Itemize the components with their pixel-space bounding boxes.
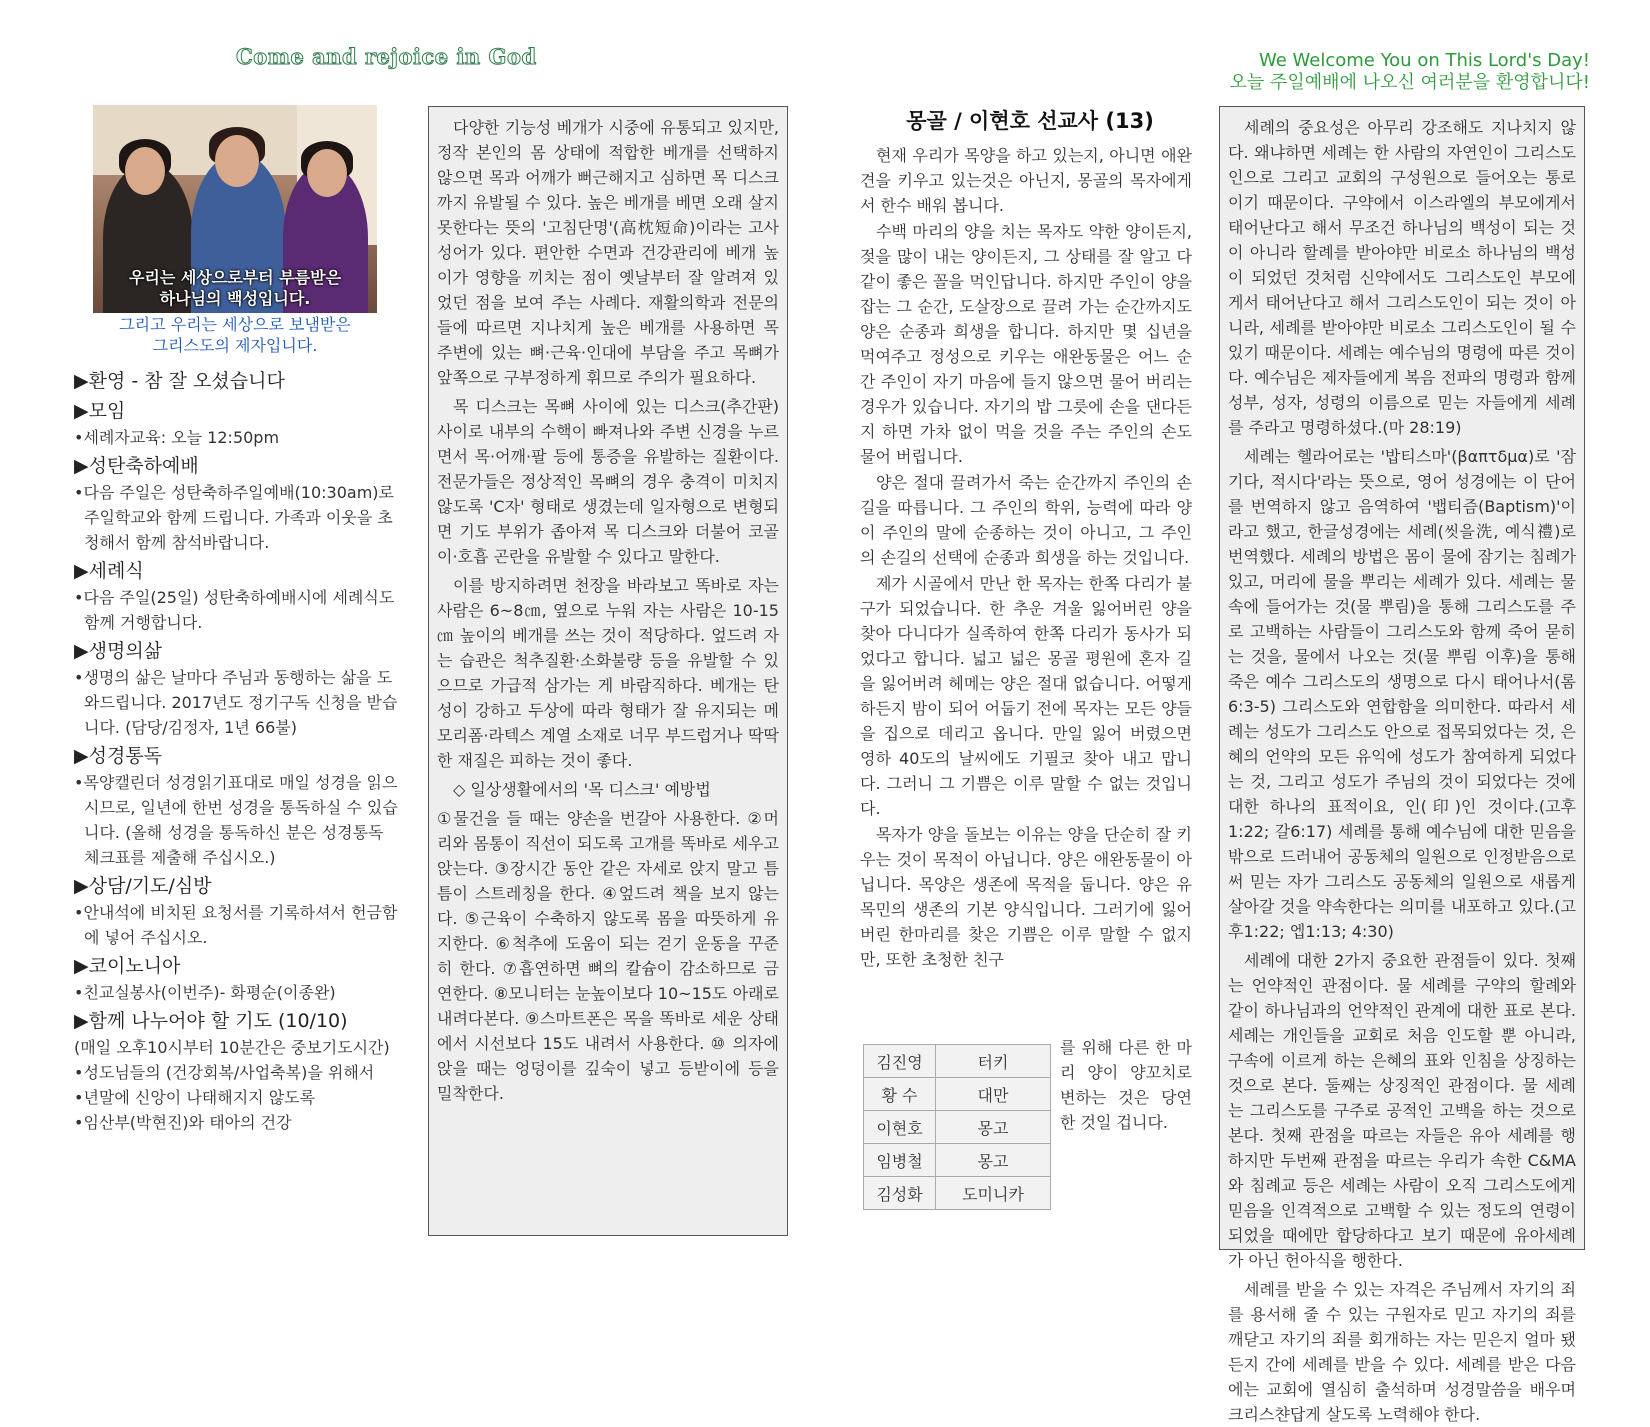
prayer-item: •성도님들의 (건강회복/사업축복)을 위해서 <box>74 1063 375 1082</box>
mission-paragraph: 양은 절대 끌려가서 죽는 순간까지 주인의 손길을 따릅니다. 그 주인의 학위, 능력에 따라 양이 주인의 말에 순종하는 것이 아니고, 그 주인의 손길의 선택에 순종과 희생을 하는 것입니다. <box>860 473 1192 567</box>
table-row <box>864 1177 1051 1210</box>
welcome-heading: ▶환영 - 참 잘 오셨습니다 <box>74 370 285 392</box>
photo-caption: 우리는 세상으로부터 부름받은 하나님의 백성입니다. <box>128 268 342 308</box>
bible-item: •목양캘린더 성경읽기표대로 매일 성경을 읽으시므로, 일년에 한번 성경을 통독하실 수 있습니다. (올해 성경을 통독하신 분은 성경통독 체크표를 제출해 주십시오.) <box>74 773 398 867</box>
prayer-note: (매일 오후10시부터 10분간은 중보기도시간) <box>74 1038 390 1057</box>
counsel-heading: ▶상담/기도/심방 <box>74 875 212 897</box>
missionary-country: 몽고 <box>936 1111 1051 1144</box>
mission-article <box>860 143 1192 973</box>
mission-paragraph: 현재 우리가 목양을 하고 있는지, 아니면 애완견을 키우고 있는것은 아닌지, 몽골의 목자에게서 한수 배워 봅니다. <box>860 146 1192 215</box>
counsel-item: •안내석에 비치된 요청서를 기록하셔서 헌금함에 넣어 주십시오. <box>74 903 398 947</box>
missionary-country: 터키 <box>936 1045 1051 1078</box>
koinonia-heading: ▶코이노니아 <box>74 955 181 977</box>
christmas-heading: ▶성탄축하예배 <box>74 455 199 477</box>
mission-paragraph: 수백 마리의 양을 치는 목자도 약한 양이든지, 젖을 많이 내는 양이든지, 그 상태를 잘 알고 다같이 좋은 꼴을 먹인답니다. 하지만 주인이 양을 잡는 그 순간, 도살장으로 끌려 가는 순간까지도 양은 순종과 희생을 합니다. 하지만 몇 십년을 먹여주고 정성으로 키우는 애완동물은 어느 순간 주인이 자기 마음에 들지 않으면 물어 버리는 경우가 있습니다. 자기의 밥 그릇에 손을 댄다든지 하면 가차 없이 먹을 것을 주는 주인의 손도 물어 버립니다. <box>860 222 1192 466</box>
missionary-name: 임병철 <box>864 1144 936 1177</box>
table-row <box>864 1045 1051 1078</box>
prevention-heading: ◇ 일상생활에서의 '목 디스크' 예방법 <box>453 780 711 799</box>
baptism-item: •다음 주일(25일) 성탄축하예배시에 세례식도 함께 거행합니다. <box>74 588 395 632</box>
missionary-name: 이현호 <box>864 1111 936 1144</box>
congregation-photo <box>93 105 377 313</box>
bread-item: •생명의 삶은 날마다 주님과 동행하는 삶을 도와드립니다. 2017년도 정기구독 신청을 받습니다. (담당/김정자, 1년 66불) <box>74 668 398 737</box>
header-right-welcome <box>1230 50 1590 94</box>
missionary-table <box>863 1044 1051 1210</box>
table-row <box>864 1111 1051 1144</box>
christmas-item: •다음 주일은 성탄축하주일예배(10:30am)로 주일학교와 함께 드립니다. 가족과 이웃을 초청해서 함께 참석바랍니다. <box>74 483 394 552</box>
missionary-country: 대만 <box>936 1078 1051 1111</box>
table-row <box>864 1078 1051 1111</box>
health-article-box <box>428 106 788 1236</box>
bread-heading: ▶생명의삶 <box>74 640 163 662</box>
prayer-item: •임산부(박현진)와 태아의 건강 <box>74 1113 292 1132</box>
announcements <box>74 365 404 1135</box>
missionary-country: 몽고 <box>936 1144 1051 1177</box>
table-row <box>864 1144 1051 1177</box>
missionary-name: 김진영 <box>864 1045 936 1078</box>
mission-article-title: 몽골 / 이현호 선교사 (13) <box>906 109 1154 133</box>
koinonia-item: •친교실봉사(이번주)- 화평순(이종완) <box>74 983 336 1002</box>
baptism-paragraph: 세례는 헬라어로는 '밥티스마'(βαπτδμα)로 '잠기다, 적시다'라는 뜻으로, 영어 성경에는 이 단어를 번역하지 않고 음역하여 '뱁티즘(Baptism)'이라고 했고, 한글성경에는 세례(씻을洗, 예식禮)로 번역했다. 세례의 방법은 몸이 물에 잠기는 침례가 있고, 머리에 물을 뿌리는 세례가 있다. 세례는 물 속에 들어가는 것(물 뿌림)을 통해 그리스도를 주로 고백하는 사람들이 그리스도와 함께 죽어 묻히는 것을, 물에서 나오는 것(물 뿌림 이후)을 통해 죽은 예수 그리스도의 생명으로 다시 태어나서(롬6:3-5) 그리스도와 연합함을 의미한다. 따라서 세례는 성도가 그리스도 안으로 접목되었다는 것, 은혜의 언약의 모든 유익에 성도가 참여하게 되었다는 것, 그리고 성도가 주님의 것이 되었다는 것에 대한 하나의 표적이요, 인(印)인 것이다.(고후1:22; 갈6:17) 세례를 통해 예수님에 대한 믿음을 밖으로 드러내어 공동체의 일원으로 인정받음으로써 믿는 자가 그리스도 공동체의 일원으로 새롭게 살아갈 것을 약속한다는 의미를 내포하고 있다.(고후1:22; 엡1:13; 4:30) <box>1228 447 1576 941</box>
prevention-list: ①물건을 들 때는 양손을 번갈아 사용한다. ②머리와 몸통이 직선이 되도록 고개를 똑바로 세우고 앉는다. ③장시간 동안 같은 자세로 앉지 말고 틈틈이 스트레칭을 한다. ④엎드려 책을 보지 않는다. ⑤근육이 수축하지 않도록 몸을 따뜻하게 유지한다. ⑥척추에 도움이 되는 걷기 운동을 꾸준히 한다. ⑦흡연하면 뼈의 칼슘이 감소하므로 금연한다. ⑧모니터는 눈높이보다 10~15도 아래로 내려다본다. ⑨스마트폰은 목을 똑바로 세운 상태에서 시선보다 15도 내려서 사용한다. ⑩ 의자에 앉을 때는 엉덩이를 깊숙이 넣고 등받이에 등을 밀착한다. <box>437 809 779 1103</box>
health-paragraph: 목 디스크는 목뼈 사이에 있는 디스크(추간판) 사이로 내부의 수핵이 빠져나와 주변 신경을 누르면서 목·어깨·팔 등에 통증을 유발하는 질환이다. 전문가들은 정상적인 목뼈의 경우 충격이 미치지 않도록 'C자' 형태로 생겼는데 일자형으로 변형되면 기도 부위가 좁아져 목 디스크와 더불어 코골이·호흡 곤란을 유발할 수 있다고 말한다. <box>437 397 779 566</box>
missionary-name: 김성화 <box>864 1177 936 1210</box>
mission-paragraph: 목자가 양을 돌보는 이유는 양을 단순히 잘 키우는 것이 목적이 아닙니다. 양은 애완동물이 아닙니다. 목양은 생존에 목적을 둡니다. 양은 유목민의 생존의 기본 양식입니다. 그러기에 잃어버린 한마리를 찾은 기쁨은 이루 말할 수 없지만, 또한 초청한 친구 <box>860 825 1192 969</box>
welcome-korean: 오늘 주일예배에 나오신 여러분을 환영합니다! <box>1229 72 1590 93</box>
prayer-heading: ▶함께 나누어야 할 기도 (10/10) <box>74 1010 348 1032</box>
health-paragraph: 이를 방지하려면 천장을 바라보고 똑바로 자는 사람은 6~8㎝, 옆으로 누워 자는 사람은 10-15㎝ 높이의 베개를 쓰는 것이 적당하다. 엎드려 자는 습관은 척추질환·소화불량 등을 유발할 수 있으므로 가급적 삼가는 게 바람직하다. 베개는 탄성이 강하고 두상에 따라 형태가 잘 유지되는 메모리폼·라텍스 계열 소재로 너무 부드럽거나 딱딱한 재질은 피하는 것이 좋다. <box>437 576 779 770</box>
photo-sub-caption: 그리고 우리는 세상으로 보냄받은 그리스도의 제자입니다. <box>119 315 351 355</box>
header-left-title: Come and rejoice in God <box>236 44 537 69</box>
baptism-heading: ▶세례식 <box>74 560 144 582</box>
baptism-paragraph: 세례를 받을 수 있는 자격은 주님께서 자기의 죄를 용서해 줄 수 있는 구원자로 믿고 자기의 죄를 깨닫고 자기의 죄를 회개하는 자는 믿은지 얼마 됐든지 간에 세례를 받을 수 있다. 세례를 받은 다음에는 교회에 열심히 출석하며 성경말씀을 배우며 크리스챤답게 살도록 노력해야 한다. <box>1228 1280 1576 1424</box>
missionary-name: 황 수 <box>864 1078 936 1111</box>
baptism-paragraph: 세례의 중요성은 아무리 강조해도 지나치지 않다. 왜냐하면 세례는 한 사람의 자연인이 그리스도인으로 그리고 교회의 구성원으로 들어오는 통로이기 때문이다. 구약에서 이스라엘의 부모에게서 태어난다고 해서 무조건 하나님의 백성이 되는 것이 아니라 할례를 받아야만 비로소 하나님의 백성이 되었던 것처럼 신약에서도 그리스도인 부모에게서 태어난다고 해서 그리스도인이 되는 것이 아니라, 세례를 받아야만 비로소 그리스도인이 될 수 있기 때문이다. 세례는 예수님의 명령에 따른 것이다. 예수님은 제자들에게 복음 전파의 명령과 함께 성부, 성자, 성령의 이름으로 믿는 자들에게 세례를 주라고 명령하셨다.(마 28:19) <box>1228 118 1576 437</box>
meeting-item: •세례자교육: 오늘 12:50pm <box>74 428 280 447</box>
bible-heading: ▶성경통독 <box>74 745 163 767</box>
prayer-item: •년말에 신앙이 나태해지지 않도록 <box>74 1088 316 1107</box>
meeting-heading: ▶모임 <box>74 400 126 422</box>
mission-paragraph: 제가 시골에서 만난 한 목자는 한쪽 다리가 불구가 되었습니다. 한 추운 겨울 잃어버린 양을 찾아 다니다가 실족하여 한쪽 다리가 동사가 되었다고 합니다. 넓고 넓은 몽골 평원에 혼자 길을 잃어버려 헤메는 양은 절대 없습니다. 어떻게하든지 밤이 되어 어둡기 전에 목자는 모든 양들을 집으로 데리고 옵니다. 만일 잃어 버렸으면 영하 40도의 날씨에도 기필코 찾아 내고 맙니다. 그러니 그 기쁨은 이루 말할 수 없는 것입니다. <box>860 574 1192 818</box>
mission-article-tail: 를 위해 다른 한 마리 양이 양꼬치로 변하는 것은 당연한 것일 겁니다. <box>1060 1038 1192 1132</box>
health-paragraph: 다양한 기능성 베개가 시중에 유통되고 있지만, 정작 본인의 몸 상태에 적합한 베개를 선택하지 않으면 목과 어깨가 뻐근해지고 심하면 목 디스크까지 유발될 수 있다. 높은 베개를 베면 오래 살지 못한다는 뜻의 '고침단명'(高枕短命)이라는 고사성어가 있다. 편안한 수면과 건강관리에 베개 높이가 영향을 끼치는 점이 옛날부터 잘 알려져 있었던 점을 보여 주는 사례다. 재활의학과 전문의들에 따르면 지나치게 높은 베개를 사용하면 목 주변에 있는 뼈·근육·인대에 부담을 주고 목뼈가 앞쪽으로 구부정하게 휘므로 주의가 필요하다. <box>437 118 779 387</box>
baptism-paragraph: 세례에 대한 2가지 중요한 관점들이 있다. 첫째는 언약적인 관점이다. 물 세례를 구약의 할례와 같이 하나님과의 언약적인 관계에 대한 표로 본다. 세례는 개인들을 교회로 처음 인도할 뿐 아니라, 구속에 이르게 하는 은혜의 표와 인침을 상징하는 것으로 본다. 둘째는 상징적인 관점이다. 물 세례는 그리스도를 구주로 공적인 고백을 하는 것으로 본다. 첫째 관점을 따르는 자들은 유아 세례를 행하지만 두번째 관점을 따르는 우리가 속한 C&MA와 침례교 등은 세례는 사람이 오직 그리스도에게 믿음을 인격적으로 고백할 수 있는 정도의 연령이 되었을 때에만 합당하다고 보기 때문에 유아세례가 아닌 헌아식을 행한다. <box>1228 951 1576 1270</box>
baptism-article-box <box>1219 106 1585 1424</box>
welcome-english: We Welcome You on This Lord's Day! <box>1258 50 1590 71</box>
missionary-country: 도미니카 <box>936 1177 1051 1210</box>
